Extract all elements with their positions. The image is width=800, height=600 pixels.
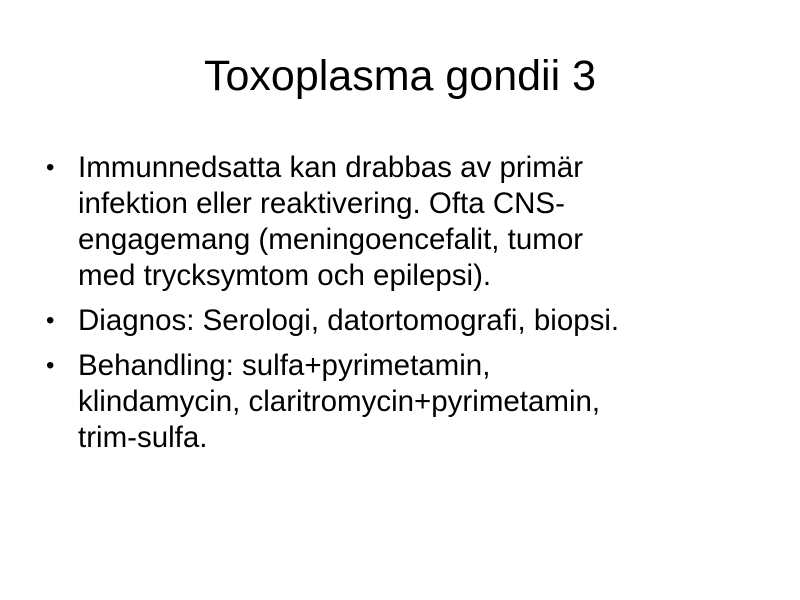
bullet-icon: • — [46, 154, 55, 181]
bullet-line: Diagnos: Serologi, datortomografi, biopsi. — [78, 304, 620, 337]
bullet-line: trim-sulfa. — [78, 421, 208, 454]
slide-title: Toxoplasma gondii 3 — [203, 52, 597, 100]
bullet-line: engagemang (meningoencefalit, tumor — [78, 223, 584, 256]
bullet-item-treatment — [46, 348, 746, 456]
bullet-line: klindamycin, claritromycin+pyrimetamin, — [78, 385, 601, 418]
bullet-list — [46, 150, 746, 465]
bullet-line: Behandling: sulfa+pyrimetamin, — [78, 349, 491, 382]
bullet-line: Immunnedsatta kan drabbas av primär — [78, 151, 584, 184]
bullet-item-immunocompromised — [46, 150, 746, 294]
bullet-line: med trycksymtom och epilepsi). — [78, 259, 492, 292]
bullet-item-diagnosis — [46, 303, 746, 339]
bullet-icon: • — [46, 352, 55, 379]
bullet-line: infektion eller reaktivering. Ofta CNS- — [78, 187, 565, 220]
bullet-icon: • — [46, 307, 55, 334]
